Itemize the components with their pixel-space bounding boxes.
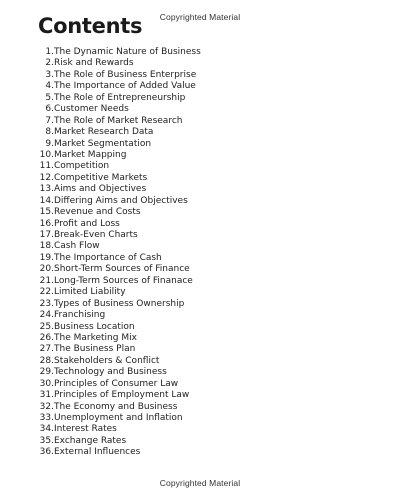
toc-entry-title: Principles of Employment Law <box>54 390 190 401</box>
toc-entry <box>30 356 370 367</box>
toc-entry-title: The Business Plan <box>54 344 136 355</box>
toc-entry <box>30 379 370 390</box>
toc-entry-number: 16. <box>39 218 54 229</box>
toc-entry-number: 35. <box>39 435 54 446</box>
toc-entry-number: 4. <box>45 81 54 92</box>
toc-entry-title: Long-Term Sources of Finanace <box>54 275 193 286</box>
toc-entry-number: 28. <box>39 355 54 366</box>
toc-entry-number: 9. <box>45 138 54 149</box>
toc-entry-number: 2. <box>45 58 54 69</box>
toc-entry <box>30 322 370 333</box>
toc-entry-number: 32. <box>39 401 54 412</box>
toc-entry-title: Break-Even Charts <box>54 230 138 240</box>
toc-entry <box>30 287 370 298</box>
toc-entry <box>30 333 370 344</box>
toc-entry-number: 24. <box>39 310 54 321</box>
toc-entry <box>30 58 370 69</box>
page-title: Contents <box>38 14 143 38</box>
toc-entry-title: Market Mapping <box>54 149 127 160</box>
toc-entry <box>30 299 370 310</box>
toc-entry <box>30 424 370 435</box>
toc-entry <box>30 367 370 378</box>
toc-entry <box>30 161 370 172</box>
toc-entry-title: The Importance of Added Value <box>54 81 196 92</box>
toc-entry-title: External Influences <box>54 447 141 458</box>
toc-entry-number: 8. <box>45 127 54 138</box>
toc-entry <box>30 276 370 287</box>
toc-entry-number: 21. <box>39 275 54 286</box>
toc-entry-number: 6. <box>45 104 54 115</box>
toc-entry-number: 17. <box>39 230 54 240</box>
toc-entry <box>30 230 370 241</box>
toc-entry-title: The Role of Market Research <box>54 115 183 126</box>
toc-entry-title: Competitive Markets <box>54 172 148 183</box>
toc-entry <box>30 436 370 447</box>
toc-entry-title: Risk and Rewards <box>54 58 134 69</box>
toc-entry <box>30 47 370 58</box>
toc-entry <box>30 196 370 207</box>
toc-entry-number: 7. <box>45 115 54 126</box>
toc-entry <box>30 447 370 458</box>
toc-entry-number: 34. <box>39 424 54 435</box>
toc-entry <box>30 390 370 401</box>
toc-entry-title: Exchange Rates <box>54 435 127 446</box>
toc-entry-number: 31. <box>39 390 54 401</box>
toc-entry-title: Differing Aims and Objectives <box>54 195 188 206</box>
toc-entry-title: Franchising <box>54 310 106 321</box>
toc-entry-number: 1. <box>45 47 54 57</box>
toc-entry <box>30 139 370 150</box>
toc-entry-title: Stakeholders & Conflict <box>54 355 160 366</box>
toc-entry-title: Unemployment and Inflation <box>54 413 183 423</box>
toc-entry-title: The Importance of Cash <box>54 252 162 263</box>
toc-entry-title: Interest Rates <box>54 424 117 435</box>
toc-entry-number: 3. <box>45 69 54 80</box>
toc-entry <box>30 253 370 264</box>
toc-entry <box>30 310 370 321</box>
toc-entry-title: Limited Liability <box>54 287 126 298</box>
toc-entry-title: Short-Term Sources of Finance <box>54 264 190 275</box>
toc-entry-number: 18. <box>39 241 54 252</box>
copyright-notice-bottom: Copyrighted Material <box>159 478 241 488</box>
toc-entry <box>30 207 370 218</box>
toc-entry-title: Business Location <box>54 321 135 332</box>
toc-entry-number: 22. <box>39 287 54 298</box>
toc-entry-number: 26. <box>39 332 54 343</box>
toc-entry-number: 12. <box>39 172 54 183</box>
toc-entry-number: 30. <box>39 378 54 389</box>
toc-entry <box>30 150 370 161</box>
toc-entry <box>30 70 370 81</box>
toc-entry <box>30 402 370 413</box>
toc-entry-title: Profit and Loss <box>54 218 120 229</box>
toc-entry <box>30 241 370 252</box>
toc-entry <box>30 81 370 92</box>
toc-entry-number: 29. <box>39 367 54 378</box>
toc-entry-title: Technology and Business <box>54 367 167 378</box>
toc-entry-title: Aims and Objectives <box>54 184 147 195</box>
toc-entry-title: Market Research Data <box>54 127 154 138</box>
toc-entry-title: Competition <box>54 161 110 172</box>
toc-entry-number: 25. <box>39 321 54 332</box>
copyright-notice-top: Copyrighted Material <box>159 12 241 22</box>
toc-entry <box>30 127 370 138</box>
toc-entry-number: 14. <box>39 195 54 206</box>
toc-entry <box>30 173 370 184</box>
toc-entry-title: Market Segmentation <box>54 138 152 149</box>
toc-entry <box>30 264 370 275</box>
toc-entry-title: The Dynamic Nature of Business <box>54 47 201 57</box>
toc-entry-number: 20. <box>39 264 54 275</box>
toc-entry-number: 33. <box>39 413 54 423</box>
toc-entry-title: The Role of Business Enterprise <box>54 69 197 80</box>
toc-entry <box>30 413 370 424</box>
toc-entry <box>30 344 370 355</box>
toc-entry-number: 15. <box>39 207 54 218</box>
toc-entry-number: 23. <box>39 298 54 309</box>
toc-entry-title: The Marketing Mix <box>54 332 137 343</box>
toc-entry-number: 13. <box>39 184 54 195</box>
toc-entry-title: Types of Business Ownership <box>54 298 185 309</box>
toc-entry-number: 19. <box>39 252 54 263</box>
toc-entry-number: 27. <box>39 344 54 355</box>
toc-entry-number: 36. <box>39 447 54 458</box>
toc-entry <box>30 219 370 230</box>
toc-entry-number: 5. <box>45 92 54 103</box>
toc-entry-title: Principles of Consumer Law <box>54 378 179 389</box>
toc-entry-number: 10. <box>39 149 54 160</box>
toc-entry-number: 11. <box>39 161 54 172</box>
toc-entry-title: The Economy and Business <box>54 401 178 412</box>
toc-entry <box>30 93 370 104</box>
toc-entry <box>30 104 370 115</box>
toc-entry-title: Customer Needs <box>54 104 129 115</box>
toc-entry <box>30 116 370 127</box>
toc-entry-title: The Role of Entrepreneurship <box>54 92 186 103</box>
toc-entry <box>30 184 370 195</box>
toc-entry-title: Cash Flow <box>54 241 100 252</box>
toc-entry-title: Revenue and Costs <box>54 207 141 218</box>
table-of-contents <box>30 47 370 459</box>
